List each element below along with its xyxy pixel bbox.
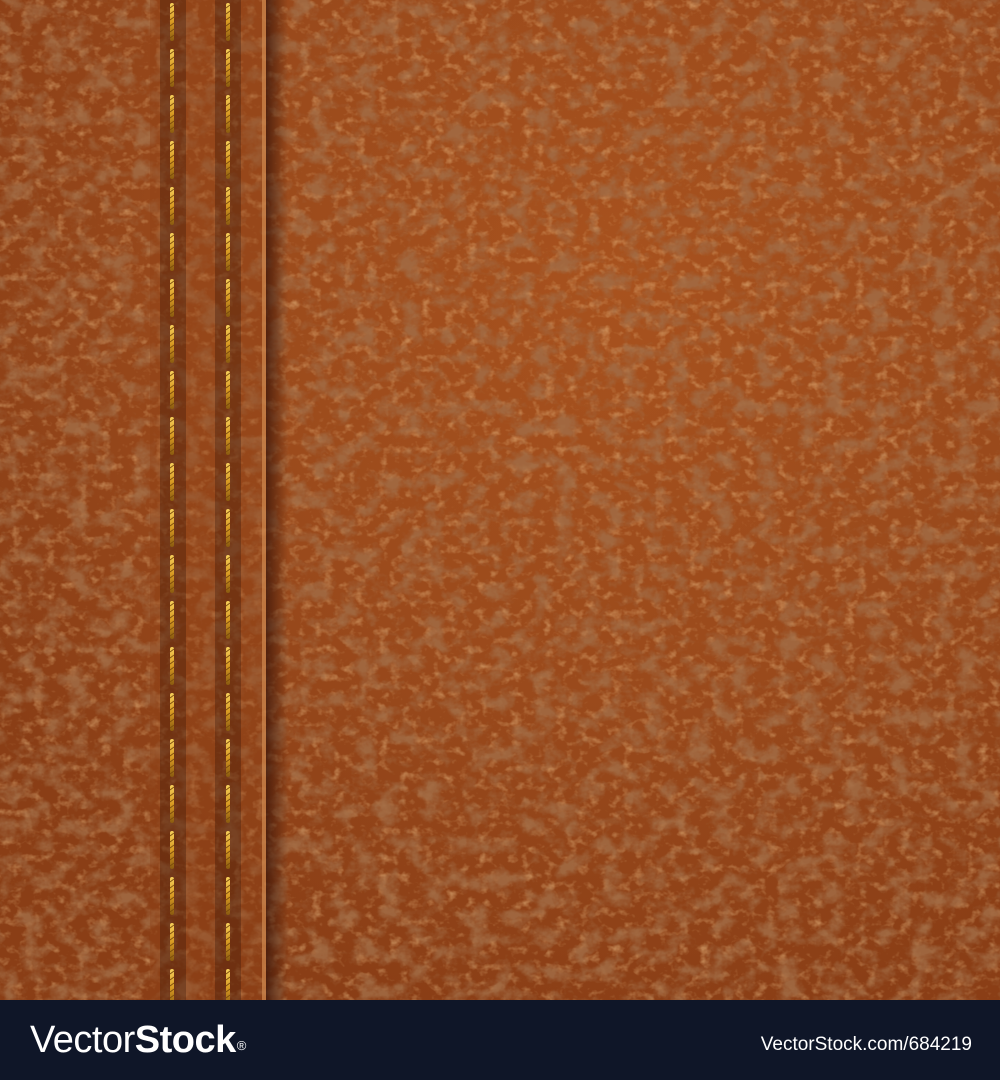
registered-mark: ® <box>236 1038 246 1053</box>
watermark-footer <box>0 1000 1000 1080</box>
brand-part-stock: Stock <box>134 1019 236 1061</box>
stitch-line-right <box>225 0 233 1000</box>
brand-part-vector: Vector <box>30 1019 135 1061</box>
vectorstock-logo <box>30 1018 246 1062</box>
stitch-line-left <box>170 0 178 1000</box>
image-id-text: VectorStock.com/684219 <box>760 1034 972 1055</box>
